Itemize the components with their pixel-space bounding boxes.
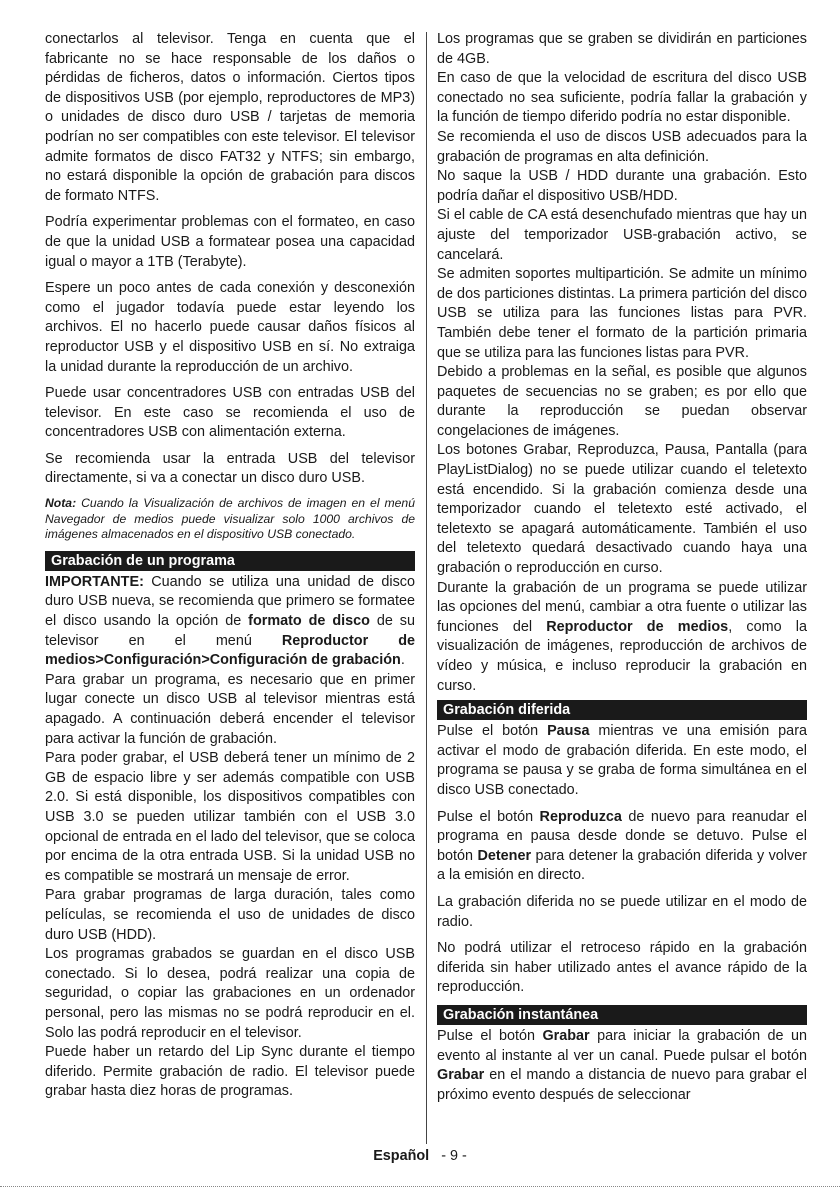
paragraph: Podría experimentar problemas con el formateo, en caso de que la unidad USB a formatear posea una capacidad igual o mayor a 1TB (Terabyte). bbox=[45, 214, 415, 270]
paragraph: No saque la USB / HDD durante una grabación. Esto podría dañar el dispositivo USB/HDD. bbox=[437, 168, 807, 204]
bold-term: Pausa bbox=[547, 723, 590, 740]
paragraph: conectarlos al televisor. Tenga en cuenta que el fabricante no se hace responsable de los daños o pérdidas de ficheros, datos o información. Ciertos tipos de dispositivos USB (por ejemplo, reproductores de MP3) o unidades de disco duro USB / tarjetas de memoria podrían no ser compatibles con este televisor. El televisor admite formatos de disco FAT32 y NTFS; sin embargo, no estará disponible la opción de grabación para discos de formato NTFS. bbox=[45, 31, 415, 204]
paragraph: En caso de que la velocidad de escritura del disco USB conectado no sea suficiente, podría fallar la grabación y la función de tiempo diferido podría no estar disponible. bbox=[437, 70, 807, 126]
paragraph: Para grabar un programa, es necesario que en primer lugar conecte un disco USB al televisor mientras está apagado. A continuación deberá encender el televisor para activar la función de grabación. bbox=[45, 671, 415, 747]
paragraph: Si el cable de CA está desenchufado mientras que hay un ajuste del temporizador USB-grabación activo, se cancelará. bbox=[437, 207, 807, 263]
text: mientras ve una emisión para activar el modo de grabación diferida. En este modo, el programa se pausa y se graba de forma simultánea en el disco USB conectado. bbox=[437, 723, 807, 798]
paragraph: La grabación diferida no se puede utilizar en el modo de radio. bbox=[437, 893, 807, 930]
page-number: - 9 - bbox=[441, 1148, 467, 1164]
right-column bbox=[437, 30, 807, 1112]
paragraph: Los programas grabados se guardan en el disco USB conectado. Si lo desea, podrá realizar una copia de seguridad, o copiar las grabaciones en un ordenador personal, pero las mismas no se podrá reproducir en el. Solo las podrá reproducir en el televisor. bbox=[45, 946, 415, 1041]
paragraph: Se recomienda usar la entrada USB del televisor directamente, si va a conectar un disco duro USB. bbox=[45, 450, 415, 487]
paragraph: Para grabar programas de larga duración, tales como películas, se recomienda el uso de unidades de disco duro USB (HDD). bbox=[45, 887, 415, 943]
paragraph: Los botones Grabar, Reproduzca, Pausa, Pantalla (para PlayListDialog) no se puede utilizar cuando el teletexto está encendido. Si la grabación comienza desde una temporizador cuando el teletexto esté activado, el teletexto se apagará automáticamente. También el uso del teletexto quedará desactivado cuando haya una grabación o reproducción en curso. bbox=[437, 442, 807, 577]
note bbox=[45, 496, 415, 543]
bold-term: Detener bbox=[477, 847, 532, 864]
paragraph: Para poder grabar, el USB deberá tener un mínimo de 2 GB de espacio libre y ser además compatible con USB 2.0. Si está disponible, los dispositivos compatibles con USB 3.0 se pueden utilizar también con el USB 3.0 opcional de entrada en el lado del televisor, que se coloca por encima de la otra entrada USB. Si la unidad USB no es compatible se mostrará un mensaje de error. bbox=[45, 750, 415, 884]
paragraph: Se admiten soportes multipartición. Se admite un mínimo de dos particiones distintas. La primera partición del disco USB se utiliza para las funciones listas para PVR. También debe tener el formato de la partición primaria que se utiliza para las funciones listas para PVR. bbox=[437, 266, 807, 361]
paragraph-important bbox=[45, 573, 415, 671]
paragraph: Los programas que se graben se dividirán en particiones de 4GB. bbox=[437, 31, 807, 67]
bold-term: Reproduzca bbox=[539, 808, 622, 825]
note-text: Cuando la Visualización de archivos de imagen en el menú Navegador de medios puede visualizar solo 1000 archivos de imágenes almacenados en el dispositivo USB conectado. bbox=[45, 496, 415, 542]
bold-term: Reproductor de medios>Configuración>Configuración de grabación bbox=[45, 632, 415, 669]
footer-language: Español bbox=[373, 1148, 430, 1164]
paragraph bbox=[437, 808, 807, 886]
important-label: IMPORTANTE: bbox=[45, 573, 144, 590]
text: de su televisor en el menú bbox=[45, 613, 415, 649]
paragraph bbox=[437, 579, 807, 697]
text: Durante la grabación de un programa se puede utilizar las opciones del menú, cambiar a otra fuente o utilizar las funciones del bbox=[437, 579, 807, 635]
paragraph: Puede usar concentradores USB con entradas USB del televisor. En este caso se recomienda el uso de concentradores USB con alimentación externa. bbox=[45, 385, 415, 441]
note-label: Nota: bbox=[45, 496, 77, 511]
text: , como la visualización de imágenes, reproducción de archivos de vídeo y música, e incluso reproducir la grabación en curso. bbox=[437, 618, 807, 694]
page-footer bbox=[0, 1148, 840, 1164]
text: Cuando se utiliza una unidad de disco duro USB nueva, se recomienda que primero se formatee el disco usando la opción de bbox=[45, 573, 415, 630]
text: para iniciar la grabación de un evento al instante al ver un canal. Puede pulsar el botón bbox=[437, 1027, 807, 1064]
section-heading-recording: Grabación de un programa bbox=[45, 551, 415, 571]
bold-term: formato de disco bbox=[248, 613, 370, 630]
bold-term: Grabar bbox=[542, 1027, 590, 1044]
text: . bbox=[400, 652, 405, 669]
bottom-divider bbox=[0, 1186, 840, 1187]
paragraph bbox=[437, 722, 807, 800]
paragraph: Debido a problemas en la señal, es posible que algunos paquetes de secuencias no se graben; es por ello que durante la reproducción se puedan observar congelaciones de imágenes. bbox=[437, 364, 807, 439]
text: Pulse el botón bbox=[437, 808, 540, 825]
text: Pulse el botón bbox=[437, 723, 548, 740]
left-column bbox=[45, 30, 415, 1102]
bold-term: Reproductor de medios bbox=[546, 618, 729, 635]
column-divider bbox=[426, 32, 427, 1144]
paragraph: Espere un poco antes de cada conexión y desconexión como el jugador todavía puede estar leyendo los archivos. El no hacerlo puede causar daños físicos al reproductor USB y el dispositivo USB en sí. No extraiga la unidad durante la reproducción de un archivo. bbox=[45, 280, 415, 375]
paragraph: Se recomienda el uso de discos USB adecuados para la grabación de programas en alta definición. bbox=[437, 128, 807, 165]
section-heading-timeshift: Grabación diferida bbox=[437, 700, 807, 720]
section-heading-instant: Grabación instantánea bbox=[437, 1005, 807, 1025]
text: Pulse el botón bbox=[437, 1027, 543, 1044]
paragraph: Puede haber un retardo del Lip Sync durante el tiempo diferido. Permite grabación de radio. El televisor puede grabar hasta diez horas de programas. bbox=[45, 1044, 415, 1100]
text: en el mando a distancia de nuevo para grabar el próximo evento después de seleccionar bbox=[437, 1067, 807, 1103]
text: para detener la grabación diferida y volver a la emisión en directo. bbox=[437, 847, 807, 884]
text: de nuevo para reanudar el programa en pausa desde donde se detuvo. Pulse el botón bbox=[437, 808, 807, 864]
bold-term: Grabar bbox=[437, 1067, 485, 1084]
paragraph bbox=[437, 1027, 807, 1105]
paragraph: No podrá utilizar el retroceso rápido en la grabación diferida sin haber utilizado antes el avance rápido de la reproducción. bbox=[437, 940, 807, 996]
